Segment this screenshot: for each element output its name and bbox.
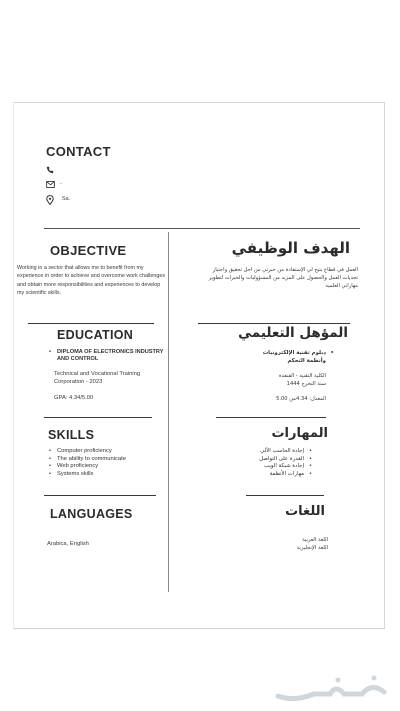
education-institution-ar: الكلية التقنية - القنفذة — [278, 373, 326, 379]
languages-item-ar: اللغة الإنجليزية — [296, 545, 328, 551]
email-value: - — [60, 181, 62, 187]
center-divider — [168, 232, 169, 592]
skills-divider-en — [44, 495, 156, 496]
resume-sheet — [13, 102, 385, 629]
skills-title-en: SKILLS — [48, 428, 95, 442]
skills-list-ar — [246, 448, 312, 478]
skills-divider-ar — [246, 495, 324, 496]
education-degree-list-ar — [246, 350, 334, 365]
languages-title-en: LANGUAGES — [50, 507, 133, 521]
skill-item-ar: • مهارات الأنظمة — [246, 471, 312, 479]
skill-item-en: • Systems skills — [49, 471, 129, 479]
contact-title: CONTACT — [46, 144, 111, 159]
skill-item-ar: • إجادة شبكة الويب — [246, 463, 312, 471]
haraj-watermark — [274, 672, 390, 706]
location-icon — [46, 195, 54, 205]
contact-divider — [44, 228, 360, 229]
education-institution-en: Technical and Vocational Training Corporation - 2023 — [54, 371, 141, 385]
phone-icon — [46, 166, 54, 174]
skill-item-en: • Web proficiency — [49, 463, 129, 471]
education-gpa-en: GPA: 4.34/5.00 — [54, 395, 94, 401]
education-degree-list-en — [49, 349, 167, 363]
objective-title-en: OBJECTIVE — [50, 243, 127, 258]
education-divider-ar — [216, 417, 326, 418]
objective-body-ar: العمل في قطاع يتيح لي الإستفادة من خبرتي من اجل تحقيق واجتياز تحديات العمل والحصول على المزيد من المسؤوليات والخبرات لتطوير مهاراتي العلمية — [208, 267, 358, 289]
skill-item-en: • Computer proficiency — [49, 448, 129, 456]
education-year-ar: سنة التخرج 1444 — [286, 381, 326, 387]
languages-item-ar: اللغة العربية — [302, 537, 328, 543]
skill-item-en: • The ability to communicate — [49, 456, 129, 464]
location-value: Sa. — [62, 196, 71, 202]
objective-title-ar: الهدف الوظيفي — [231, 239, 350, 257]
objective-body-en: Working in a sector that allows me to benefit from my experience in order to achieve and overcome work challenges and obtain more responsibilities and experiences to develop my scientific skills. — [17, 265, 166, 296]
languages-title-ar: اللغات — [285, 504, 325, 519]
education-degree-en: • DIPLOMA OF ELECTRONICS INDUSTRY AND CONTROL — [49, 349, 167, 363]
skill-item-ar: • القدرة على التواصل — [246, 456, 312, 464]
education-degree-ar: • دبلوم تقنية الإلكترونيات وأنظمة التحكم — [246, 350, 334, 365]
objective-divider-ar — [198, 323, 350, 324]
education-title-en: EDUCATION — [57, 328, 134, 342]
education-divider-en — [44, 417, 152, 418]
objective-divider-en — [28, 323, 154, 324]
languages-body-en: Arabica, English — [47, 541, 89, 547]
skills-list-en — [49, 448, 129, 478]
education-gpa-ar: المعدل: 4.34من 5.00 — [276, 396, 326, 402]
sheet-left-edge — [13, 102, 14, 629]
education-title-ar: المؤهل التعليمي — [238, 325, 348, 341]
skill-item-ar: • إجادة الحاسب الآلي — [246, 448, 312, 456]
email-icon — [46, 181, 55, 188]
skills-title-ar: المهارات — [271, 426, 328, 441]
